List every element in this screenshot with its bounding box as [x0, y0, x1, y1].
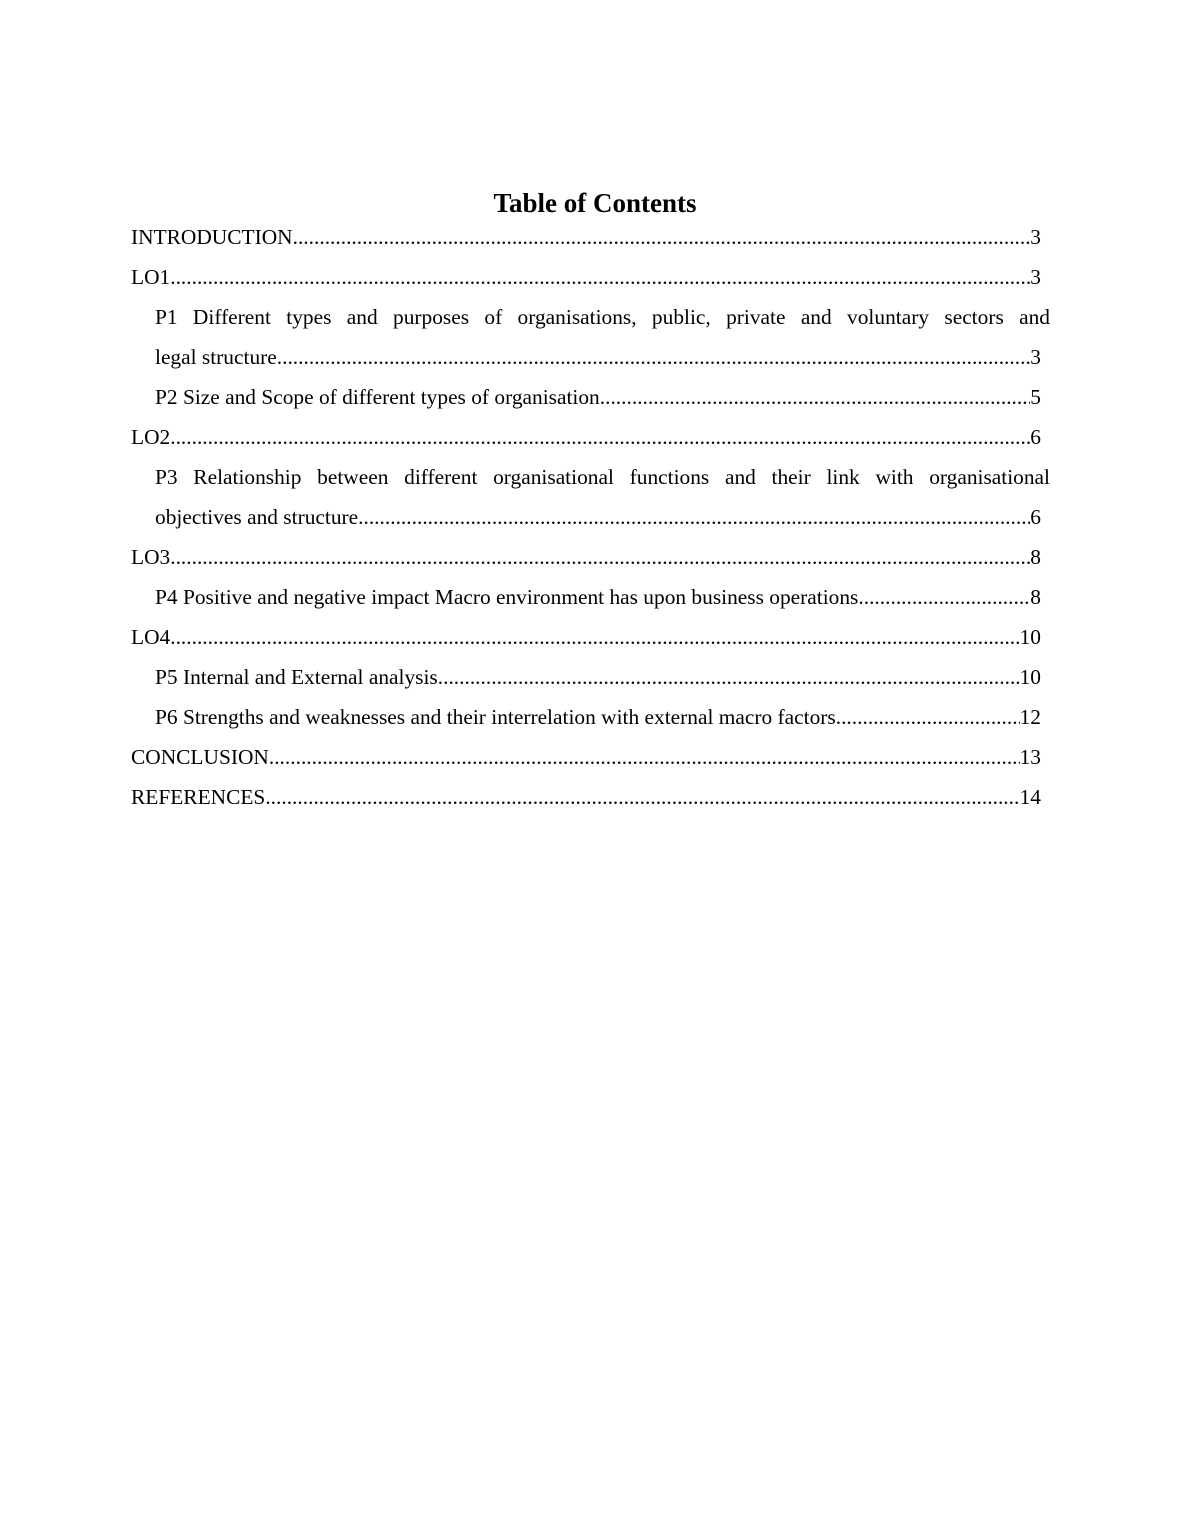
toc-entry-label: LO4 [131, 625, 171, 649]
toc-entry-lo2[interactable] [0, 423, 1190, 463]
toc-page-number: 3 [1030, 265, 1041, 289]
toc-page-number: 8 [1030, 545, 1041, 569]
dot-leader [170, 623, 1019, 651]
toc-entry-p1[interactable] [0, 303, 1190, 383]
toc-entry-label: LO2 [131, 425, 171, 449]
dot-leader [438, 663, 1020, 691]
dot-leader [858, 583, 1030, 611]
toc-entry-lo1[interactable] [0, 263, 1190, 303]
toc-page-number: 6 [1030, 425, 1041, 449]
toc-entry-label: CONCLUSION [131, 745, 269, 769]
toc-page-number: 8 [1030, 585, 1041, 609]
toc-entry-label-line1: P1 Different types and purposes of organisations, public, private and voluntary sectors and [155, 305, 1050, 329]
toc-entry-label: LO3 [131, 545, 171, 569]
dot-leader [277, 343, 1031, 371]
dot-leader [269, 743, 1020, 771]
toc-entry-references[interactable] [0, 783, 1190, 823]
toc-list [0, 223, 1190, 823]
toc-entry-label: REFERENCES [131, 785, 266, 809]
dot-leader [293, 223, 1031, 251]
toc-entry-lo3[interactable] [0, 543, 1190, 583]
dot-leader [170, 543, 1030, 571]
dot-leader [600, 383, 1031, 411]
toc-entry-lo4[interactable] [0, 623, 1190, 663]
toc-page-number: 5 [1030, 385, 1041, 409]
toc-entry-p5[interactable] [0, 663, 1190, 703]
dot-leader [836, 703, 1020, 731]
toc-page-number: 12 [1019, 705, 1041, 729]
toc-page-number: 3 [1030, 345, 1041, 369]
toc-page-number: 10 [1019, 665, 1041, 689]
toc-entry-p3[interactable] [0, 463, 1190, 543]
toc-page-number: 6 [1030, 505, 1041, 529]
toc-entry-conclusion[interactable] [0, 743, 1190, 783]
toc-entry-p2[interactable] [0, 383, 1190, 423]
toc-page-number: 13 [1019, 745, 1041, 769]
dot-leader [358, 503, 1030, 531]
toc-entry-label: P6 Strengths and weaknesses and their interrelation with external macro factors [155, 705, 836, 729]
toc-entry-label-line2: legal structure [155, 345, 277, 369]
toc-entry-label: P4 Positive and negative impact Macro environment has upon business operations [155, 585, 859, 609]
toc-entry-label: P2 Size and Scope of different types of organisation [155, 385, 600, 409]
toc-entry-label: INTRODUCTION [131, 225, 293, 249]
toc-entry-introduction[interactable] [0, 223, 1190, 263]
toc-title: Table of Contents [493, 188, 697, 218]
toc-page-number: 10 [1019, 625, 1041, 649]
toc-entry-label: LO1 [131, 265, 171, 289]
toc-entry-label-line1: P3 Relationship between different organisational functions and their link with organisational [155, 465, 1050, 489]
dot-leader [265, 783, 1019, 811]
dot-leader [170, 423, 1030, 451]
toc-page-number: 3 [1030, 225, 1041, 249]
toc-page-number: 14 [1019, 785, 1041, 809]
toc-entry-label: P5 Internal and External analysis [155, 665, 438, 689]
toc-entry-p6[interactable] [0, 703, 1190, 743]
dot-leader [170, 263, 1030, 291]
toc-entry-p4[interactable] [0, 583, 1190, 623]
toc-entry-label-line2: objectives and structure [155, 505, 359, 529]
